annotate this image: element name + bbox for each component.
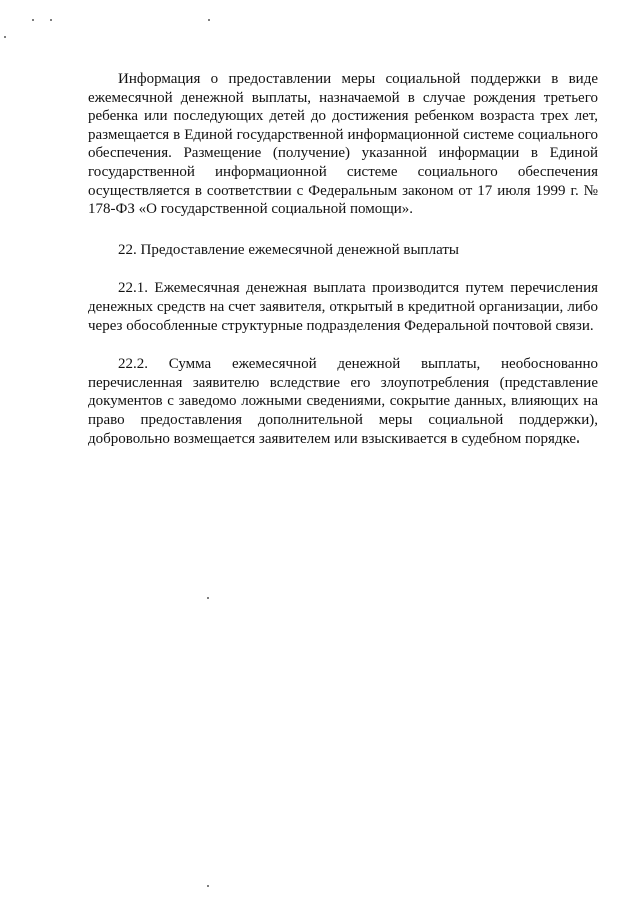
paragraph-22-2: 22.2. Сумма ежемесячной денежной выплаты, необоснованно перечисленная заявителю вследствие его злоупотребления (представление документов с заведомо ложными сведениями, сокрытие данных, влияющих на право предоставления дополнительной меры социальной поддержки), добровольно возмещается заявителем или взыскивается в судебном порядке. [88,356,598,447]
section-heading-22: 22. Предоставление ежемесячной денежной выплаты [118,241,459,258]
scan-speck [207,885,209,887]
scan-speck [4,36,6,38]
document-body [88,70,598,448]
paragraph-info: Информация о предоставлении меры социальной поддержки в виде ежемесячной денежной выплаты, назначаемой в случае рождения третьего ребенка или последующих детей до достижения ребенком возраста трех лет, размещается в Единой государственной информационной системе социального обеспечения. Размещение (получение) указанной информации в Единой государственной информационной системе социального обеспечения осуществляется в соответствии с Федеральным законом от 17 июля 1999 г. № 178-ФЗ «О государственной социальной помощи». [88,71,598,218]
paragraph-22-1: 22.1. Ежемесячная денежная выплата производится путем перечисления денежных средств на счет заявителя, открытый в кредитной организации, либо через обособленные структурные подразделения Федеральной почтовой связи. [88,280,598,334]
scan-speck [32,19,34,21]
scan-speck [50,19,52,21]
scan-speck [207,597,209,599]
scan-speck [208,19,210,21]
